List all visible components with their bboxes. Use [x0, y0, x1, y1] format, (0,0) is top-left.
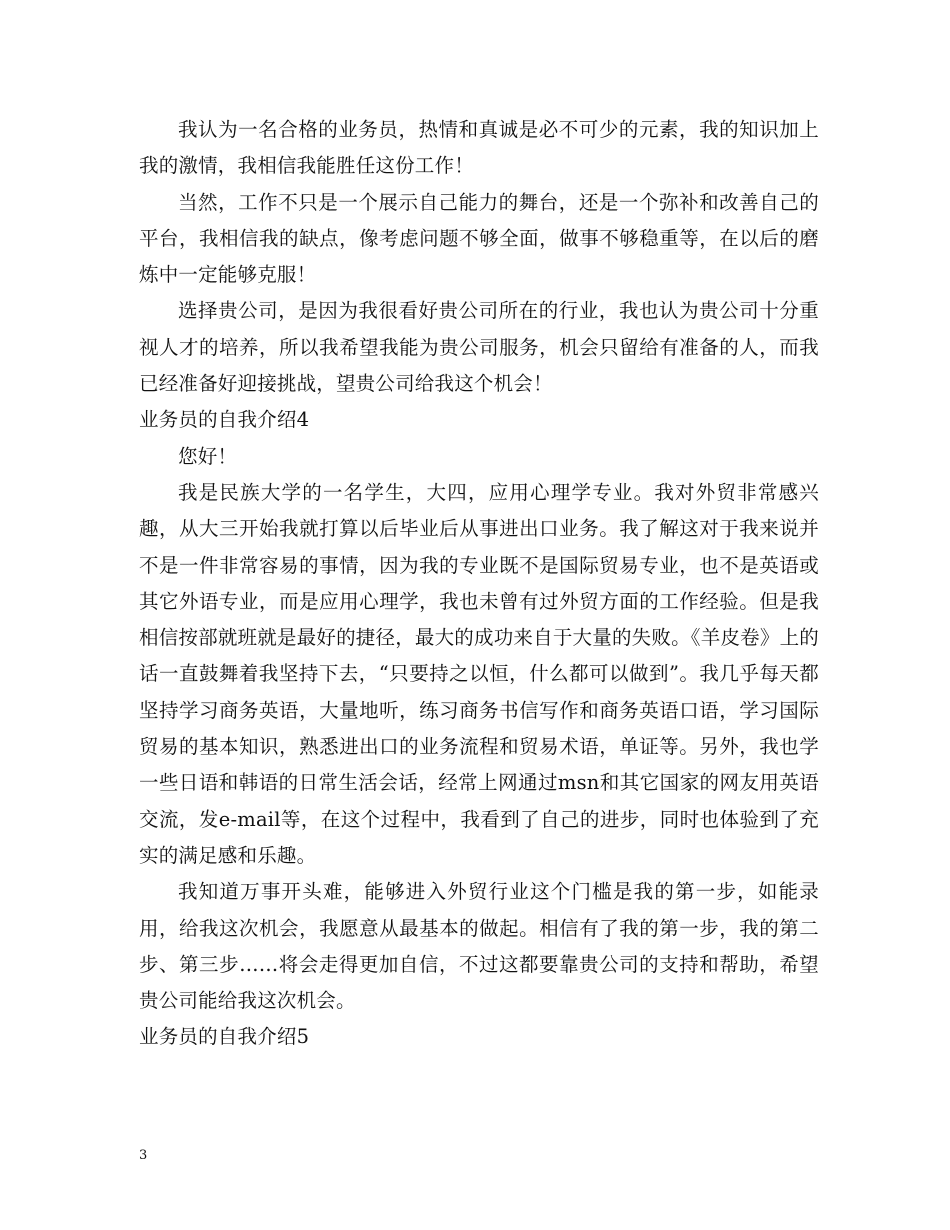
paragraph: 选择贵公司，是因为我很看好贵公司所在的行业，我也认为贵公司十分重视人才的培养，所以我希望我能为贵公司服务，机会只留给有准备的人，而我已经准备好迎接挑战，望贵公司给我这个机会！ [139, 299, 819, 396]
paragraph: 我是民族大学的一名学生，大四，应用心理学专业。我对外贸非常感兴趣，从大三开始我就打算以后毕业后从事进出口业务。我了解这对于我来说并不是一件非常容易的事情，因为我的专业既不是国际贸易专业，也不是英语或其它外语专业，而是应用心理学，我也未曾有过外贸方面的工作经验。但是我相信按部就班就是最好的捷径，最大的成功来自于大量的失败。《羊皮卷》上的话一直鼓舞着我坚持下去，“只要持之以恒，什么都可以做到”。我几乎每天都坚持学习商务英语，大量地听，练习商务书信写作和商务英语口语，学习国际贸易的基本知识，熟悉进出口的业务流程和贸易术语，单证等。另外，我也学一些日语和韩语的日常生活会话，经常上网通过msn和其它国家的网友用英语交流，发e-mail等，在这个过程中，我看到了自己的进步，同时也体验到了充实的满足感和乐趣。 [139, 480, 819, 867]
paragraph: 我认为一名合格的业务员，热情和真诚是必不可少的元素，我的知识加上我的激情，我相信我能胜任这份工作！ [139, 118, 819, 178]
section-heading: 业务员的自我介绍4 [139, 408, 310, 432]
greeting-paragraph: 您好！ [178, 444, 238, 468]
paragraph: 我知道万事开头难，能够进入外贸行业这个门槛是我的第一步，如能录用，给我这次机会，我愿意从最基本的做起。相信有了我的第一步，我的第二步、第三步……将会走得更加自信，不过这都要靠贵公司的支持和帮助，希望贵公司能给我这次机会。 [139, 880, 819, 1013]
paragraph: 当然，工作不只是一个展示自己能力的舞台，还是一个弥补和改善自己的平台，我相信我的缺点，像考虑问题不够全面，做事不够稳重等，在以后的磨炼中一定能够克服！ [139, 190, 819, 287]
document-body [139, 112, 819, 1056]
page-number: 3 [139, 1148, 148, 1163]
section-heading: 业务员的自我介绍5 [139, 1025, 310, 1049]
